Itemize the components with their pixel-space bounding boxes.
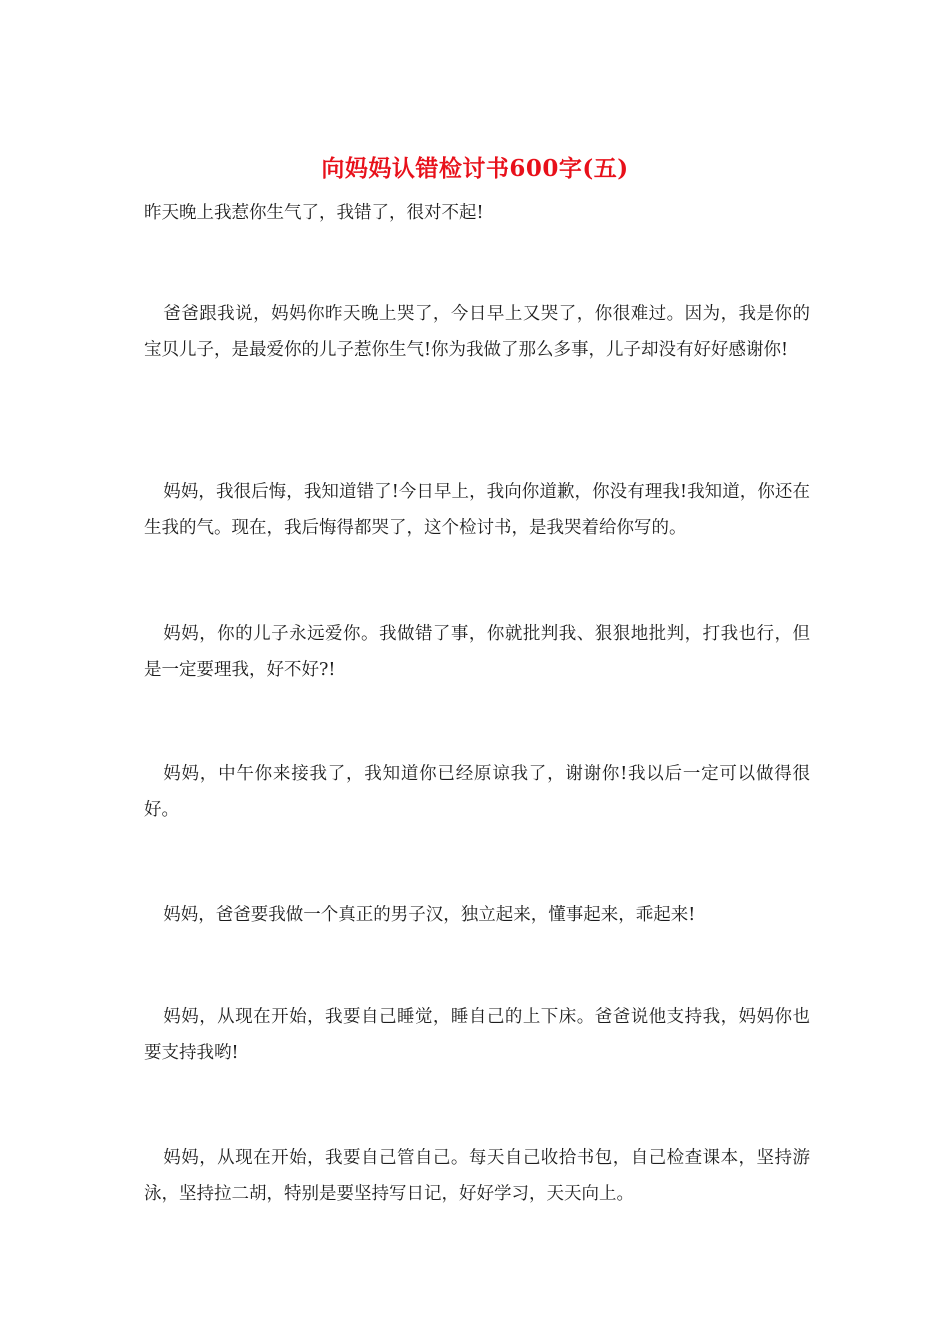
paragraph-5: 妈妈，中午你来接我了，我知道你已经原谅我了，谢谢你!我以后一定可以做得很好。 <box>144 764 810 820</box>
paragraph-7: 妈妈，从现在开始，我要自己睡觉，睡自己的上下床。爸爸说他支持我，妈妈你也要支持我哟! <box>144 1007 810 1063</box>
paragraph-4: 妈妈，你的儿子永远爱你。我做错了事，你就批判我、狠狠地批判，打我也行，但是一定要理我，好不好?! <box>144 624 810 680</box>
paragraph-3: 妈妈，我很后悔，我知道错了!今日早上，我向你道歉，你没有理我!我知道，你还在生我的气。现在，我后悔得都哭了，这个检讨书，是我哭着给你写的。 <box>144 482 810 538</box>
paragraph-6: 妈妈，爸爸要我做一个真正的男子汉，独立起来，懂事起来，乖起来! <box>163 905 696 925</box>
document-title: 向妈妈认错检讨书600字(五) <box>321 155 629 182</box>
paragraph-2: 爸爸跟我说，妈妈你昨天晚上哭了，今日早上又哭了，你很难过。因为，我是你的宝贝儿子，是最爱你的儿子惹你生气!你为我做了那么多事，儿子却没有好好感谢你! <box>144 304 810 360</box>
paragraph-8: 妈妈，从现在开始，我要自己管自己。每天自己收拾书包，自己检查课本，坚持游泳，坚持拉二胡，特别是要坚持写日记，好好学习，天天向上。 <box>144 1148 810 1204</box>
paragraph-1: 昨天晚上我惹你生气了，我错了，很对不起! <box>144 203 484 223</box>
